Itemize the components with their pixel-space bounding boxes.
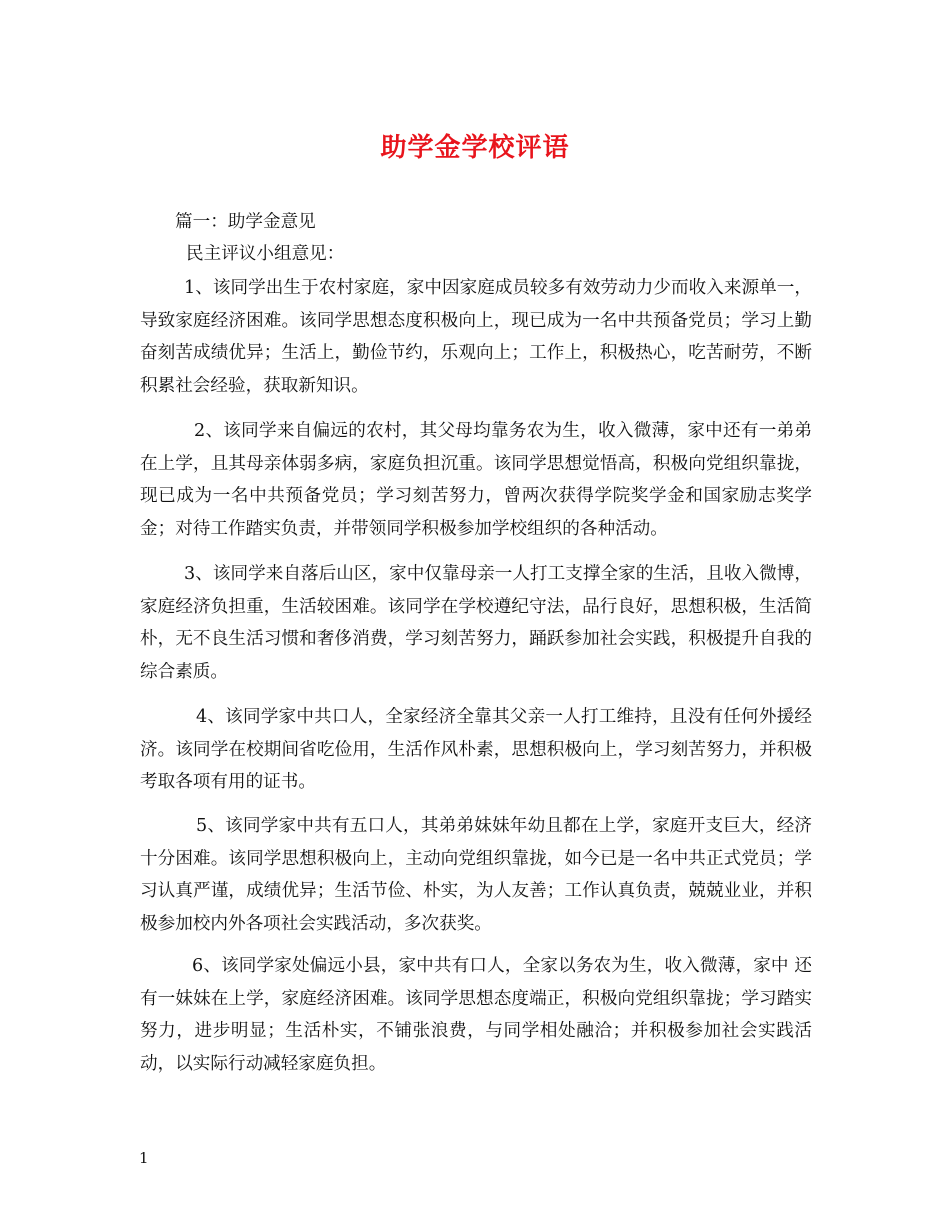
paragraph-6: 6、该同学家处偏远小县，家中共有口人，全家以务农为生，收入微薄，家中 还有一妹妹在上学，家庭经济困难。该同学思想态度端正，积极向党组织靠拢；学习踏实努力，进步明显；生活朴实，不铺张浪费，与同学相处融洽；并积极参加社会实践活动，以实际行动减轻家庭负担。 — [140, 956, 812, 1074]
paragraph-1: 1、该同学出生于农村家庭，家中因家庭成员较多有效劳动力少而收入来源单一，导致家庭经济困难。该同学思想态度积极向上，现已成为一名中共预备党员；学习上勤奋刻苦成绩优异；生活上，勤俭节约，乐观向上；工作上，积极热心，吃苦耐劳，不断积累社会经验，获取新知识。 — [140, 278, 812, 396]
document-title: 助学金学校评语 — [380, 133, 570, 163]
paragraph-4: 4、该同学家中共口人，全家经济全靠其父亲一人打工维持，且没有任何外援经济。该同学在校期间省吃俭用，生活作风朴素，思想积极向上，学习刻苦努力，并积极考取各项有用的证书。 — [140, 707, 812, 793]
paragraph-2: 2、该同学来自偏远的农村，其父母均靠务农为生，收入微薄，家中还有一弟弟 在上学，且其母亲体弱多病，家庭负担沉重。该同学思想觉悟高，积极向党组织靠拢，现已成为一名中共预备党员；学习刻苦努力，曾两次获得学院奖学金和国家励志奖学金；对待工作踏实负责，并带领同学积极参加学校组织的各种活动。 — [140, 421, 812, 539]
section-heading: 篇一：助学金意见 — [175, 212, 316, 232]
page-number: 1 — [139, 1149, 149, 1167]
subheading: 民主评议小组意见： — [186, 244, 345, 264]
paragraph-3: 3、该同学来自落后山区，家中仅靠母亲一人打工支撑全家的生活，且收入微博，家庭经济负担重，生活较困难。该同学在学校遵纪守法，品行良好，思想积极，生活简朴，无不良生活习惯和奢侈消费，学习刻苦努力，踊跃参加社会实践，积极提升自我的综合素质。 — [140, 564, 812, 682]
paragraph-5: 5、该同学家中共有五口人，其弟弟妹妹年幼且都在上学，家庭开支巨大，经济 十分困难。该同学思想积极向上，主动向党组织靠拢，如今已是一名中共正式党员；学习认真严谨，成绩优异；生活节俭、朴实，为人友善；工作认真负责，兢兢业业，并积极参加校内外各项社会实践活动，多次获奖。 — [140, 816, 812, 934]
